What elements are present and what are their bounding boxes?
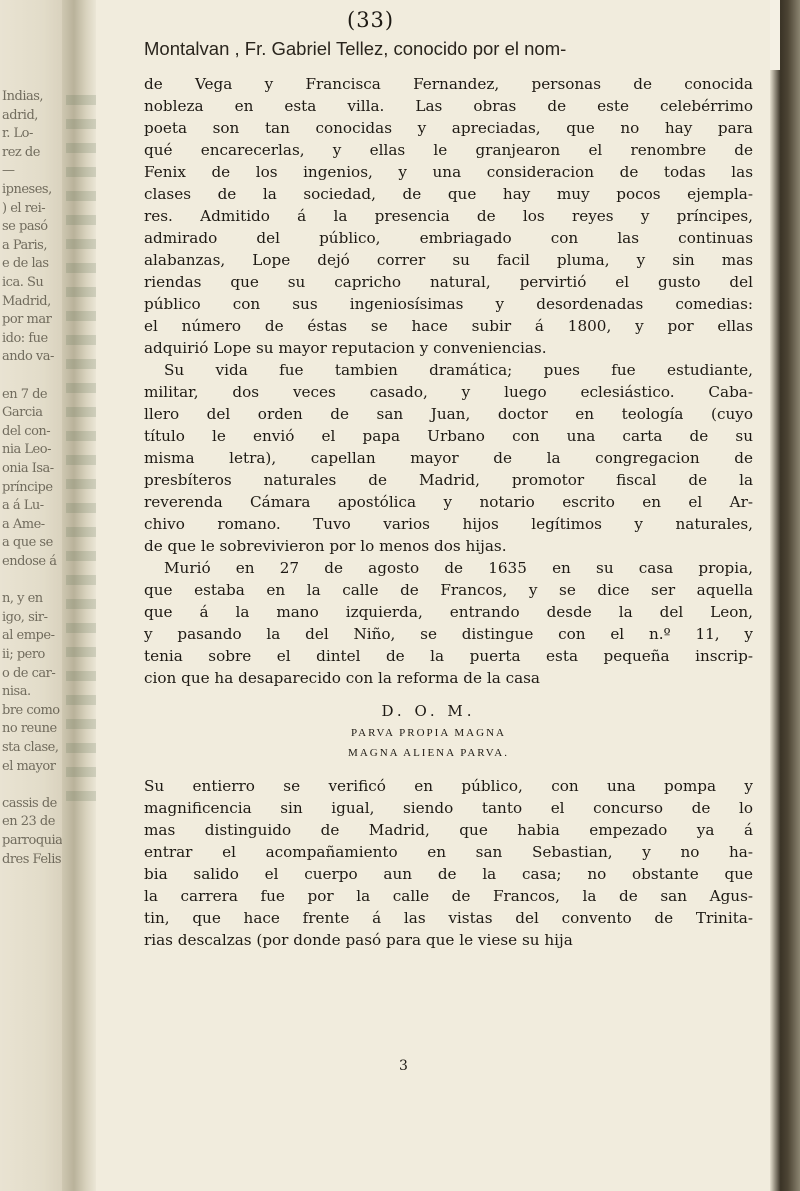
- text-line: tenia sobre el dintel de la puerta esta pequeña inscrip-: [144, 647, 753, 665]
- bleed-fragment: al empe-: [2, 628, 55, 644]
- text-line: poeta son tan conocidas y apreciadas, que no hay para: [144, 119, 753, 137]
- bleed-fragment: príncipe: [2, 479, 53, 495]
- bleed-fragment: Madrid,: [2, 293, 51, 309]
- bleed-fragment: o de car-: [2, 665, 56, 681]
- bleed-fragment: rez de: [2, 144, 40, 160]
- bleed-fragment: a que se: [2, 535, 53, 551]
- text-line: riendas que su capricho natural, pervirtió el gusto del: [144, 273, 753, 291]
- book-page: [100, 0, 765, 1191]
- bleed-fragment: parroquia: [2, 833, 62, 848]
- bleed-fragment: no reune: [2, 721, 57, 737]
- bleed-fragment: en 7 de: [2, 386, 48, 402]
- signature-mark: 3: [399, 1058, 408, 1074]
- text-line: que estaba en la calle de Francos, y se dice ser aquella: [144, 581, 753, 599]
- text-line: tin, que hace frente á las vistas del convento de Trinita-: [144, 909, 753, 927]
- bleed-fragment: del con-: [2, 423, 51, 439]
- body-text: [144, 73, 753, 951]
- bleed-fragment: el mayor: [2, 758, 56, 774]
- paragraph-4: [144, 775, 753, 951]
- bleed-fragment: n, y en: [2, 591, 43, 607]
- bleed-fragment: nisa.: [2, 684, 31, 700]
- bleed-fragment: endose á: [2, 554, 57, 569]
- running-head: Montalvan , Fr. Gabriel Tellez, conocido por el nom-: [144, 38, 567, 59]
- bleed-fragment: por mar: [2, 312, 52, 328]
- text-line: y pasando la del Niño, se distingue con el n.º 11, y: [144, 625, 753, 643]
- bleed-fragment: r. Lo-: [2, 126, 33, 142]
- text-line: Su vida fue tambien dramática; pues fue estudiante,: [164, 361, 753, 379]
- paragraph-2: [144, 359, 753, 557]
- text-line: magnificencia sin igual, siendo tanto el concurso de lo: [144, 799, 753, 817]
- bleed-fragment: ipneses,: [2, 182, 52, 197]
- bleed-fragment: igo, sir-: [2, 609, 48, 625]
- epitaph-line: D. O. M.: [381, 702, 476, 720]
- bleed-fragment: bre como: [2, 702, 60, 718]
- text-line: Fenix de los ingenios, y una consideracion de todas las: [144, 163, 753, 181]
- text-line: de que le sobrevivieron por lo menos dos hijas.: [144, 537, 507, 555]
- text-line: res. Admitido á la presencia de los reyes y príncipes,: [144, 207, 753, 225]
- epitaph-inscription: [144, 699, 753, 763]
- epitaph-line: MAGNA ALIENA PARVA.: [348, 747, 509, 759]
- bleed-fragment: nia Leo-: [2, 442, 51, 458]
- text-line: cion que ha desaparecido con la reforma de la casa: [144, 669, 540, 687]
- text-line: clases de la sociedad, de que hay muy pocos ejempla-: [144, 185, 753, 203]
- text-line: público con sus ingeniosísimas y desordenadas comedias:: [144, 295, 753, 313]
- paragraph-3: [144, 557, 753, 689]
- bleed-fragment: sta clase,: [2, 740, 59, 755]
- paragraph-1: [144, 73, 753, 359]
- text-line: mas distinguido de Madrid, que habia empezado ya á: [144, 821, 753, 839]
- bleed-fragment: a á Lu-: [2, 498, 44, 514]
- epitaph-line: PARVA PROPIA MAGNA: [351, 727, 506, 739]
- bleed-fragment: a Ame-: [2, 516, 45, 532]
- text-line: alabanzas, Lope dejó correr su facil pluma, y sin mas: [144, 251, 753, 269]
- bleed-fragment: onia Isa-: [2, 461, 54, 476]
- text-line: bia salido el cuerpo aun de la casa; no obstante que: [144, 865, 753, 883]
- bleed-fragment: se pasó: [2, 219, 48, 235]
- bleed-fragment: —: [2, 163, 15, 179]
- text-line: misma letra), capellan mayor de la congregacion de: [144, 449, 753, 467]
- text-line: llero del orden de san Juan, doctor en teología (cuyo: [144, 405, 753, 423]
- text-line: la carrera fue por la calle de Francos, la de san Agus-: [144, 887, 753, 905]
- bleed-fragment: ando va-: [2, 349, 54, 365]
- text-line: Su entierro se verificó en público, con una pompa y: [144, 777, 753, 795]
- text-line: adquirió Lope su mayor reputacion y conveniencias.: [144, 339, 547, 357]
- bleed-fragment: en 23 de: [2, 814, 55, 830]
- text-line: rias descalzas (por donde pasó para que le viese su hija: [144, 931, 573, 949]
- text-line: qué encarecerlas, y ellas le granjearon el renombre de: [144, 141, 753, 159]
- bleed-fragment: ) el rei-: [2, 200, 46, 216]
- text-line: título le envió el papa Urbano con una carta de su: [144, 427, 753, 445]
- bleed-fragment: Indias,: [2, 89, 44, 104]
- bleed-fragment: ica. Su: [2, 275, 44, 290]
- page-number: (33): [347, 8, 395, 32]
- text-line: Murió en 27 de agosto de 1635 en su casa propia,: [164, 559, 753, 577]
- text-line: presbíteros naturales de Madrid, promotor fiscal de la: [144, 471, 753, 489]
- text-line: reverenda Cámara apostólica y notario escrito en el Ar-: [144, 493, 753, 511]
- bleed-fragment: dres Felis: [2, 851, 62, 867]
- page-corner: [770, 0, 780, 70]
- bleed-fragment: ii; pero: [2, 647, 45, 662]
- text-line: admirado del público, embriagado con las continuas: [144, 229, 753, 247]
- bleed-fragment: Garcia: [2, 405, 43, 421]
- gutter-ink-marks: [66, 95, 96, 815]
- text-line: nobleza en esta villa. Las obras de este celebérrimo: [144, 97, 753, 115]
- text-line: chivo romano. Tuvo varios hijos legítimos y naturales,: [144, 515, 753, 533]
- bleed-fragment: adrid,: [2, 107, 38, 123]
- page-right-edge: [770, 0, 800, 1191]
- facing-page-bleed-through: [0, 0, 62, 1191]
- text-line: entrar el acompañamiento en san Sebastian, y no ha-: [144, 843, 753, 861]
- text-line: militar, dos veces casado, y luego eclesiástico. Caba-: [144, 383, 753, 401]
- text-line: el número de éstas se hace subir á 1800, y por ellas: [144, 317, 753, 335]
- bleed-fragment: a Paris,: [2, 237, 47, 253]
- bleed-fragment: ido: fue: [2, 330, 48, 346]
- bleed-fragment: cassis de: [2, 795, 57, 811]
- text-line: que á la mano izquierda, entrando desde la del Leon,: [144, 603, 753, 621]
- text-line: de Vega y Francisca Fernandez, personas de conocida: [144, 75, 753, 93]
- bleed-fragment: e de las: [2, 256, 49, 272]
